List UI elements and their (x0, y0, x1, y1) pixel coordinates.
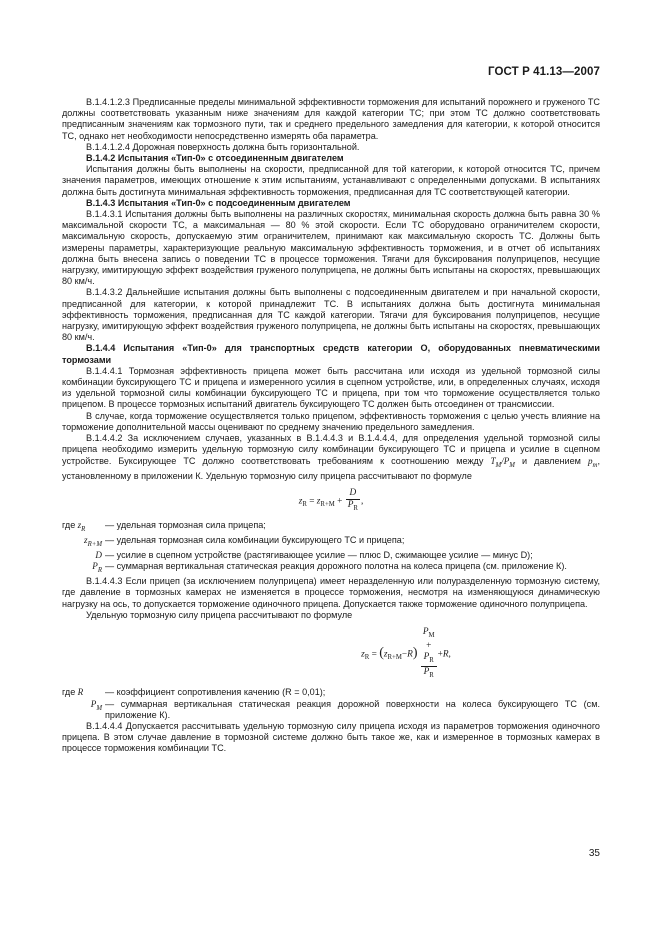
section-heading: В.1.4.4 Испытания «Тип-0» для транспортных средств категории О, оборудованных пневматическими тормозами (62, 343, 600, 365)
fraction: $\frac{D}{P_R}$ (347, 487, 358, 512)
page-number: 35 (588, 848, 600, 859)
document-body (62, 97, 600, 755)
paragraph: Испытания должны быть выполнены на скорости, предписанной для той категории, к которой относится ТС, причем значения параметров, имеющих отношение к этим испытаниям, устанавливают с определенными допусками. В испытаниях должна быть достигнута минимальная эффективность торможения, предписанная для ТС соответствующей категории. (62, 164, 600, 197)
paragraph: В.1.4.4.2 За исключением случаев, указанных в В.1.4.4.3 и В.1.4.4.4, для определения удельной тормозной силы прицепа необходимо измерить удельную тормозную силу комбинации буксирующего ТС и прицепа и усилие в сцепном устройстве. Буксирующее ТС должно соответствовать требованиям к соотношению между $T_M/P_M$ и давлением $p_m$, установленному в приложении К. Удельную тормозную силу прицепа рассчитывают по формуле (62, 433, 600, 481)
symbol-definitions (62, 520, 600, 576)
formula-1: $z_R = z_{R+M}$ + $\frac{D}{P_R}$ , (62, 488, 600, 514)
paragraph: В.1.4.4.1 Тормозная эффективность прицепа может быть рассчитана или исходя из удельной тормозной силы комбинации буксирующего ТС и прицепа и измеренного усилия в сцепном устройстве, или, в определенных случаях, исходя из удельной тормозной силы комбинации буксирующего ТС и прицепа, при том что торможение осуществляется только прицепом. В процессе тормозных испытаний двигатель буксирующего ТС должен быть отсоединен от трансмиссии. (62, 365, 600, 410)
symbol-definitions (62, 687, 600, 721)
section-heading: В.1.4.2 Испытания «Тип-0» с отсоединенным двигателем (86, 153, 344, 164)
definition-row: $z_{R+M}$ — удельная тормозная сила комбинации буксирующего ТС и прицепа; (84, 535, 405, 548)
paragraph: В случае, когда торможение осуществляется только прицепом, эффективность торможения с целью учесть влияние на торможение дополнительной массы оценивают по среднему значению предельного замедления. (62, 410, 600, 432)
paragraph: В.1.4.1.2.4 Дорожная поверхность должна быть горизонтальной. (86, 141, 360, 152)
section-heading: В.1.4.3 Испытания «Тип-0» с подсоединенным двигателем (86, 197, 351, 208)
definition-row: $P_R$ — суммарная вертикальная статическая реакция дорожного полотна на колеса прицепа (см. приложение К). (92, 561, 567, 575)
paragraph: В.1.4.3.1 Испытания должны быть выполнены на различных скоростях, минимальная скорость должна быть равна 30 % максимальной скорости ТС, а максимальная — 80 % этой скорости. Если ТС оборудовано ограничителем скорости, максимальную скорость, допускаемую этим ограничителем, принимают как максимальную скорость ТС. Должны быть измерены параметры, характеризующие реальную максимальную эффективность торможения, и в отчет об испытаниях должна быть внесена запись о поведении ТС в процессе торможения. Тягачи для буксирования полуприцепов, несущие нагрузку, имитирующую эффект воздействия груженого полуприцепа, не должны быть испытаны на скоростях, превышающих 80 км/ч. (62, 209, 600, 287)
definition-row: где $z_R$ — удельная тормозная сила прицепа; (62, 519, 266, 533)
paragraph: В.1.4.1.2.3 Предписанные пределы минимальной эффективности торможения для испытаний порожнего и груженого ТС должны соответствовать указанным ниже значениям для каждой категории ТС; при этом ТС должно соответствовать предписанным значениям как тормозного пути, так и среднего предельного замедления для категории, к которой относится ТС, однако нет необходимости непосредственно измерять оба параметра. (62, 97, 600, 141)
fraction: $P_M$ + $P_R$ $P_R$ (422, 627, 435, 680)
paragraph: В.1.4.3.2 Дальнейшие испытания должны быть выполнены с подсоединенным двигателем и при начальной скорости, предписанной для категории, к которой принадлежит ТС. В испытаниях должна быть достигнута минимальная эффективность торможения, предписанная для ТС каждой категории. Тягачи для буксирования полуприцепов, несущие нагрузку, имитирующую эффект воздействия груженого полуприцепа, не должны быть испытаны на скоростях, превышающих 80 км/ч. (62, 287, 600, 343)
paragraph: В.1.4.4.3 Если прицеп (за исключением полуприцепа) имеет неразделенную или полуразделенную тормозную систему, где давление в тормозных камерах не изменяется в процессе торможения, несмотря на изменяющуюся динамическую нагрузку на ось, то допускается торможение одиночного прицепа. Допускается также торможение одиночного полуприцепа. (62, 576, 600, 609)
paragraph: В.1.4.4.4 Допускается рассчитывать удельную тормозную силу прицепа исходя из параметров торможения одиночного прицепа. В этом случае давление в тормозной системе должно быть такое же, как и измеренное в тормозных камерах в процессе торможения комбинации ТС. (62, 721, 600, 754)
definition-row: где R — коэффициент сопротивления качению (R = 0,01); (62, 687, 326, 698)
document-page (62, 0, 600, 936)
definition-row: $P_M$ — суммарная вертикальная статическая реакция дорожной поверхности на колеса буксирующего ТС (см. приложение К). (90, 698, 600, 720)
document-header: ГОСТ Р 41.13—2007 (488, 66, 600, 78)
paragraph: Удельную тормозную силу прицепа рассчитывают по формуле (86, 609, 353, 620)
definition-row: D — усилие в сцепном устройстве (растягивающее усилие — плюс D, сжимающее усилие — минус D); (95, 550, 533, 561)
formula-2: $z_R = (z_{R+M}-R)$ $P_M$ + $P_R$ $P_R$ +R, (212, 627, 600, 681)
